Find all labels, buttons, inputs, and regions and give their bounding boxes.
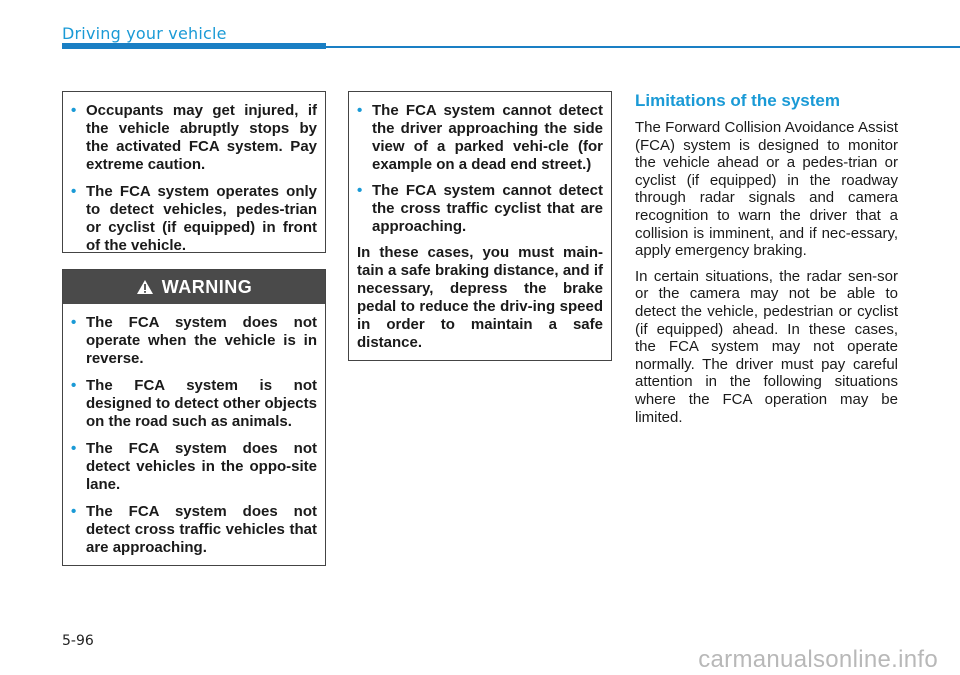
caution-note: In these cases, you must main-tain a safe braking distance, and if necessary, depress the brake pedal to reduce the driv-ing speed in order to maintain a safe distance. <box>357 244 603 351</box>
list-item: • The FCA system does not detect cross traffic vehicles that are approaching. <box>71 503 317 556</box>
caution-list <box>357 102 603 236</box>
list-item: • The FCA system cannot detect the cross traffic cyclist that are approaching. <box>357 182 603 235</box>
section-title: Driving your vehicle <box>62 24 227 43</box>
warning-label: WARNING <box>161 276 253 297</box>
caution-box-top <box>62 91 326 253</box>
limitations-section <box>635 91 898 434</box>
list-item: • The FCA system cannot detect the driver approaching the side view of a parked vehi-cle (for example on a dead end street.) <box>357 102 603 173</box>
limitations-paragraph-1: The Forward Collision Avoidance Assist (FCA) system is designed to monitor the vehicle ahead or a pedes-trian or cyclist (if equipped) in the roadway through radar signals and camera recognition to warn the driver that a collision is imminent, and if nec-essary, apply emergency braking. <box>635 119 898 260</box>
bullet-icon: • <box>357 182 363 199</box>
bullet-icon: • <box>71 183 77 200</box>
header-rule-thick <box>62 43 326 49</box>
warning-header <box>63 270 325 304</box>
watermark[interactable]: carmanualsonline.info <box>698 646 938 673</box>
list-item: • Occupants may get injured, if the vehicle abruptly stops by the activated FCA system. Pay extreme caution. <box>71 102 317 173</box>
warning-list <box>63 304 325 557</box>
bullet-icon: • <box>71 314 77 331</box>
limitations-paragraph-2: In certain situations, the radar sen-sor or the camera may not be able to detect the vehicle, pedestrian or cyclist (if equipped) ahead. In these cases, the FCA system may not operate normally. The driver must pay careful attention in the following situations where the FCA operation may be limited. <box>635 267 898 426</box>
caution-box-middle <box>348 91 612 361</box>
list-item: • The FCA system does not detect vehicles in the oppo-site lane. <box>71 440 317 493</box>
bullet-icon: • <box>71 503 77 520</box>
warning-triangle-icon <box>136 279 154 295</box>
list-item: • The FCA system is not designed to detect other objects on the road such as animals. <box>71 377 317 430</box>
limitations-heading: Limitations of the system <box>635 91 840 110</box>
page-number: 5-96 <box>62 633 94 649</box>
bullet-icon: • <box>357 102 363 119</box>
list-item: • The FCA system does not operate when the vehicle is in reverse. <box>71 314 317 367</box>
header-rule-thin <box>326 46 960 48</box>
bullet-icon: • <box>71 377 77 394</box>
bullet-icon: • <box>71 440 77 457</box>
bullet-icon: • <box>71 102 77 119</box>
list-item: • The FCA system operates only to detect vehicles, pedes-trian or cyclist (if equipped) in front of the vehicle. <box>71 183 317 254</box>
caution-list <box>71 102 317 255</box>
warning-box <box>62 269 326 566</box>
